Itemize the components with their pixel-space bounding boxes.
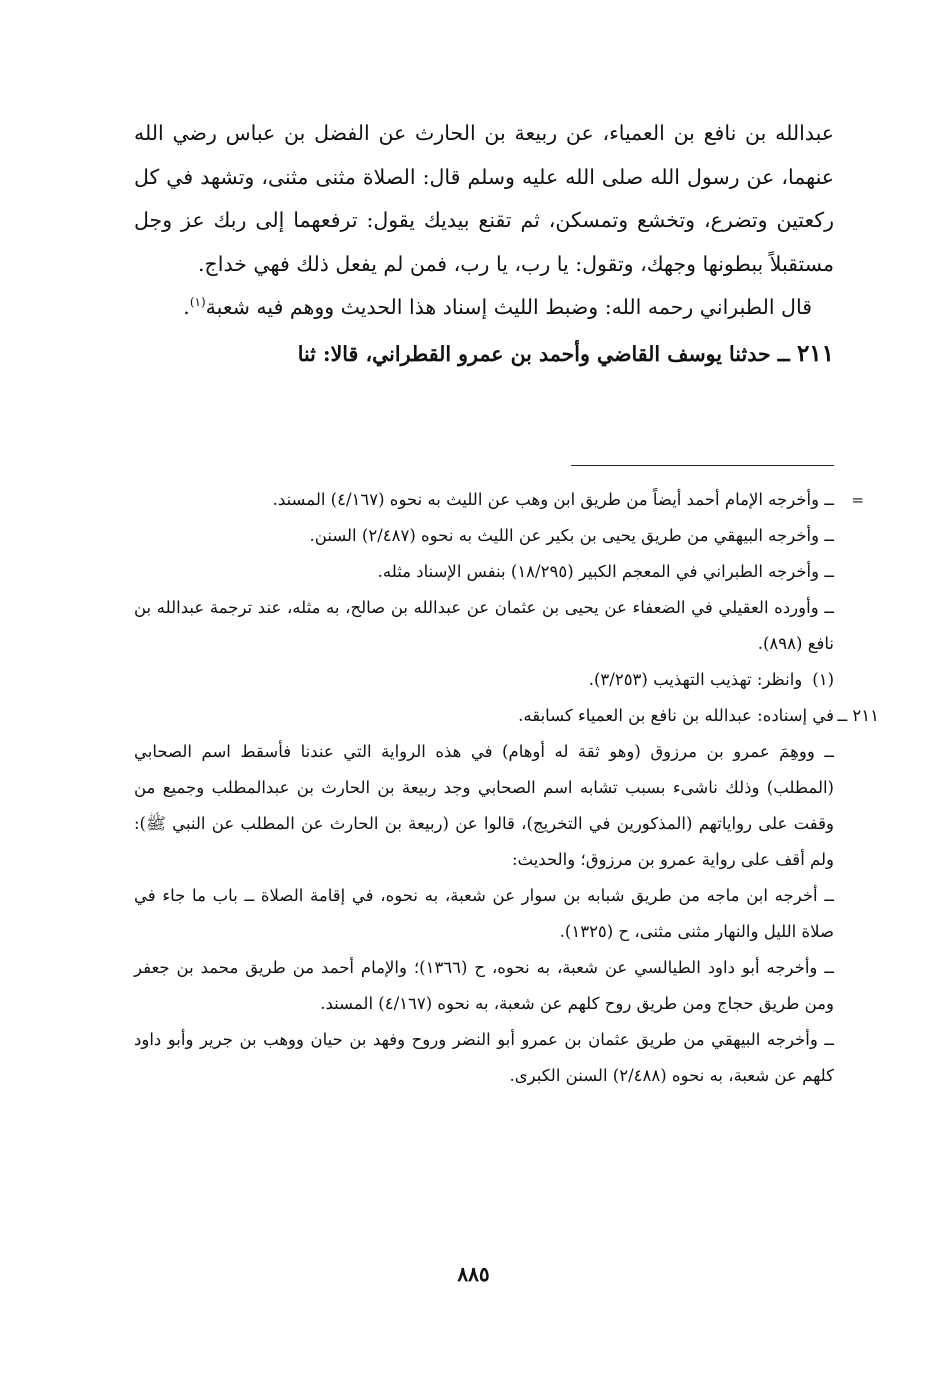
footnote-item: ــ وأخرجه الطبراني في المعجم الكبير (١٨/٢٩٥) بنفس الإسناد مثله. bbox=[377, 562, 834, 581]
hadith-number: ٢١١ bbox=[796, 339, 834, 367]
hadith-note-line: ــ وأخرجه البيهقي من طريق عثمان بن عمرو أبو النضر وروح وفهد بن حيان ووهب بن جرير وأبو داود كلهم عن شعبة، به نحوه (٢/٤٨٨) السنن الكبرى. bbox=[134, 1030, 834, 1085]
footnotes-block bbox=[134, 482, 879, 1094]
hadith-dash: ــ bbox=[777, 341, 790, 366]
hadith-note-line: ــ ووهِمَ عمرو بن مرزوق (وهو ثقة له أوهام) في هذه الرواية التي عندنا فأسقط اسم الصحابي (المطلب) وذلك ناشىء بسبب تشابه اسم الصحابي وجد ربيعة بن الحارث بن عبدالمطلب وجميع من وقفت على رواياتهم (المذكورين في التخريج)، قالوا عن (ربيعة بن الحارث عن المطلب عن النبي ﷺ): ولم أقف على رواية عمرو بن مرزوق؛ والحديث: bbox=[134, 742, 834, 869]
main-paragraph-1: عبدالله بن نافع بن العمياء، عن ربيعة بن الحارث عن الفضل بن عباس رضي الله عنهما، عن رسول الله صلى الله عليه وسلم قال: الصلاة مثنى مثنى، وتشهد في كل ركعتين وتضرع، وتخشع وتمسكن، ثم تقنع بيديك يقول: ترفعهما إلى ربك عز وجل مستقبلاً ببطونها وجهك، وتقول: يا رب، يا رب، فمن لم يفعل ذلك فهي خداج. bbox=[134, 121, 834, 276]
footnote-item: ــ وأخرجه البيهقي من طريق يحيى بن بكير عن الليث به نحوه (٢/٤٨٧) السنن. bbox=[309, 526, 834, 545]
hadith-note bbox=[134, 698, 879, 1094]
footnote-continuation bbox=[134, 482, 864, 662]
main-paragraph-2 bbox=[134, 286, 834, 330]
hadith-note-number: ٢١١ ــ bbox=[837, 706, 879, 725]
page-number: ٨٨٥ bbox=[457, 1262, 490, 1286]
main-text-block bbox=[134, 112, 834, 376]
hadith-note-line: في إسناده: عبدالله بن نافع بن العمياء كسابقه. bbox=[518, 706, 834, 725]
hadith-note-line: ــ وأخرجه أبو داود الطيالسي عن شعبة، به نحوه، ح (١٣٦٦)؛ والإمام أحمد من طريق محمد بن جعفر ومن طريق حجاج ومن طريق روح كلهم عن شعبة، به نحوه (٤/١٦٧) المسند. bbox=[134, 958, 834, 1013]
footnote-item: ــ وأخرجه الإمام أحمد أيضاً من طريق ابن وهب عن الليث به نحوه (٤/١٦٧) المسند. bbox=[272, 490, 834, 509]
hadith-heading bbox=[134, 332, 834, 377]
footnote-1-number: (١) bbox=[812, 670, 834, 689]
main-paragraph-2-end: . bbox=[183, 295, 190, 319]
footnote-1 bbox=[134, 662, 834, 698]
footnote-1-text: وانظر: تهذيب التهذيب (٣/٢٥٣). bbox=[588, 670, 803, 689]
footnote-reference-1: (١) bbox=[189, 295, 206, 310]
footnote-item: ــ وأورده العقيلي في الضعفاء عن يحيى بن عثمان عن عبدالله بن صالح، به مثله، عند ترجمة عبدالله بن نافع (٨٩٨). bbox=[134, 598, 834, 653]
footnote-divider bbox=[571, 465, 834, 466]
hadith-note-line: ــ أخرجه ابن ماجه من طريق شبابه بن سوار عن شعبة، به نحوه، في إقامة الصلاة ــ باب ما جاء في صلاة الليل والنهار مثنى مثنى، ح (١٣٢٥). bbox=[134, 886, 834, 941]
hadith-text: حدثنا يوسف القاضي وأحمد بن عمرو القطراني، قالا: ثنا bbox=[297, 341, 771, 366]
main-paragraph-2-text: قال الطبراني رحمه الله: وضبط الليث إسناد هذا الحديث ووهم فيه شعبة bbox=[205, 295, 812, 319]
continuation-mark: = bbox=[851, 491, 864, 509]
